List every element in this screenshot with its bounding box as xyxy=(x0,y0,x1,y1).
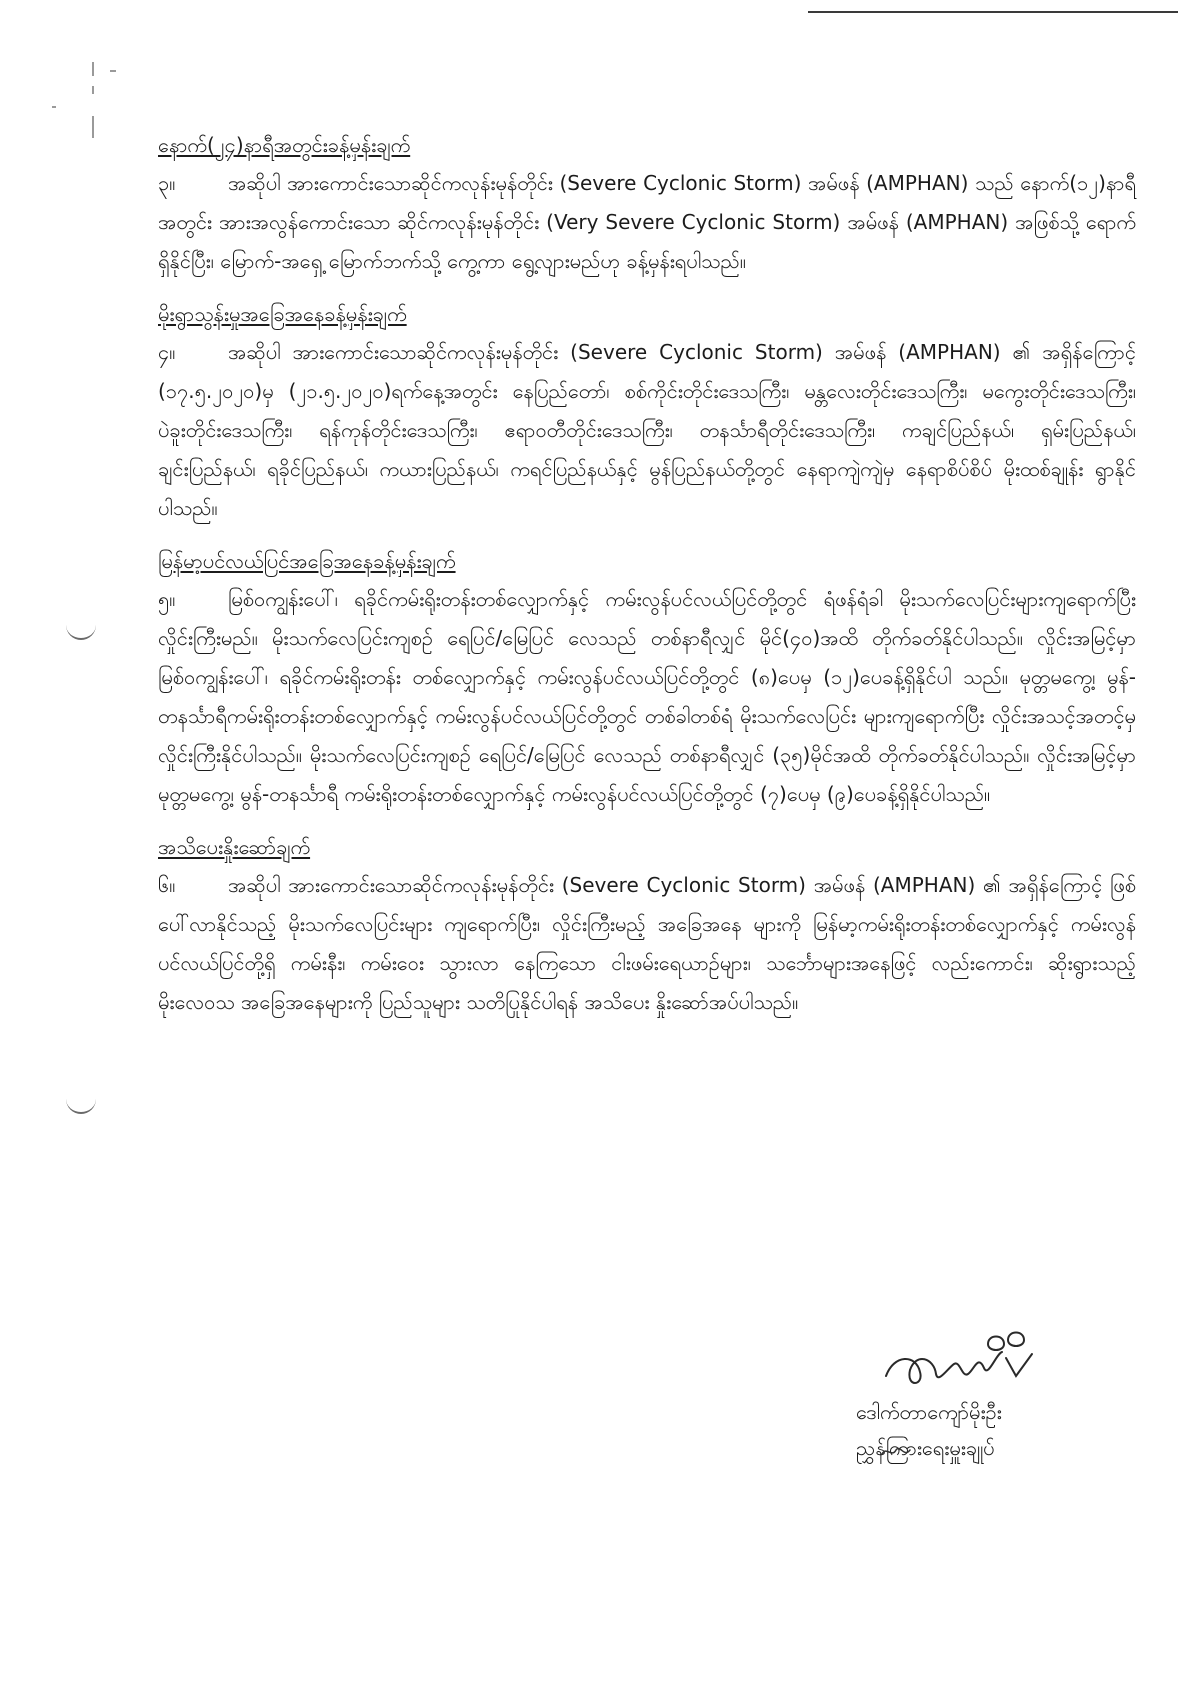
handwritten-signature xyxy=(876,1324,1046,1394)
margin-mark xyxy=(92,86,94,94)
paragraph xyxy=(158,333,1136,528)
paragraph-text: အဆိုပါ အားကောင်းသောဆိုင်ကလုန်းမုန်တိုင်း (Severe Cyclonic Storm) အမ်ဖန် (AMPHAN) ၏ အရှိန်ကြောင့် ဖြစ်ပေါ်လာနိုင်သည့် မိုးသက်လေပြင်းများ ကျရောက်ပြီး၊ လှိုင်းကြီးမည့် အခြေအနေ များကို မြန်မာ့ကမ်းရိုးတန်းတစ်လျှောက်နှင့် ကမ်းလွန်ပင်လယ်ပြင်တို့ရှိ ကမ်းနီး၊ ကမ်းဝေး သွားလာ နေကြသော ငါးဖမ်းရေယာဉ်များ၊ သင်္ဘောများအနေဖြင့် လည်းကောင်း၊ ဆိုးရွားသည့် မိုးလေဝသ အခြေအနေများကို ပြည်သူများ သတိပြုနိုင်ပါရန် အသိပေး နှိုးဆော်အပ်ပါသည်။ xyxy=(158,873,1136,1014)
paragraph xyxy=(158,580,1136,814)
margin-mark xyxy=(110,70,116,72)
paragraph-number: ၄။ xyxy=(158,340,176,364)
margin-curve-mark xyxy=(66,1098,96,1114)
paragraph-text: အဆိုပါ အားကောင်းသောဆိုင်ကလုန်းမုန်တိုင်း (Severe Cyclonic Storm) အမ်ဖန် (AMPHAN) ၏ အရှိန်ကြောင့် (၁၇.၅.၂၀၂၀)မှ (၂၁.၅.၂၀၂၀)ရက်နေ့အတွင်း နေပြည်တော်၊ စစ်ကိုင်းတိုင်းဒေသကြီး၊ မန္တလေးတိုင်းဒေသကြီး၊ မကွေးတိုင်းဒေသကြီး၊ ပဲခူးတိုင်းဒေသကြီး၊ ရန်ကုန်တိုင်းဒေသကြီး၊ ဧရာဝတီတိုင်းဒေသကြီး၊ တနင်္သာရီတိုင်းဒေသကြီး၊ ကချင်ပြည်နယ်၊ ရှမ်းပြည်နယ်၊ ချင်းပြည်နယ်၊ ရခိုင်ပြည်နယ်၊ ကယားပြည်နယ်၊ ကရင်ပြည်နယ်နှင့် မွန်ပြည်နယ်တို့တွင် နေရာကျဲကျဲမှ နေရာစိပ်စိပ် မိုးထစ်ချုန်း ရွာနိုင်ပါသည်။ xyxy=(158,340,1136,520)
section-heading: နောက်(၂၄)နာရီအတွင်းခန့်မှန်းချက် xyxy=(158,133,411,157)
paragraph-number: ၃။ xyxy=(158,171,176,195)
paragraph xyxy=(158,164,1136,281)
section-heading: မြန်မာ့ပင်လယ်ပြင်အခြေအနေခန့်မှန်းချက် xyxy=(158,549,456,573)
section-heading: အသိပေးနှိုးဆော်ချက် xyxy=(158,835,311,859)
signer-name: ဒေါက်တာကျော်မိုးဦး xyxy=(856,1400,1002,1424)
margin-mark xyxy=(92,62,94,76)
paragraph-text: အဆိုပါ အားကောင်းသောဆိုင်ကလုန်းမုန်တိုင်း (Severe Cyclonic Storm) အမ်ဖန် (AMPHAN) သည် နောက်(၁၂)နာရီအတွင်း အားအလွန်ကောင်းသော ဆိုင်ကလုန်းမုန်တိုင်း (Very Severe Cyclonic Storm) အမ်ဖန် (AMPHAN) အဖြစ်သို့ ရောက်ရှိနိုင်ပြီး၊ မြောက်-အရှေ့ မြောက်ဘက်သို့ ကွေ့ကာ ရွေ့လျားမည်ဟု ခန့်မှန်းရပါသည်။ xyxy=(158,171,1136,273)
document-body xyxy=(158,130,1136,1040)
margin-curve-mark xyxy=(66,624,96,640)
paragraph-text: မြစ်ဝကျွန်းပေါ်၊ ရခိုင်ကမ်းရိုးတန်းတစ်လျှောက်နှင့် ကမ်းလွန်ပင်လယ်ပြင်တို့တွင် ရံဖန်ရံခါ မိုးသက်လေပြင်းများကျရောက်ပြီး လှိုင်းကြီးမည်။ မိုးသက်လေပြင်းကျစဉ် ရေပြင်/မြေပြင် လေသည် တစ်နာရီလျှင် မိုင်(၄၀)အထိ တိုက်ခတ်နိုင်ပါသည်။ လှိုင်းအမြင့်မှာ မြစ်ဝကျွန်းပေါ်၊ ရခိုင်ကမ်းရိုးတန်း တစ်လျှောက်နှင့် ကမ်းလွန်ပင်လယ်ပြင်တို့တွင် (၈)ပေမှ (၁၂)ပေခန့်ရှိနိုင်ပါ သည်။ မုတ္တမကွေ့၊ မွန်-တနင်္သာရီကမ်းရိုးတန်းတစ်လျှောက်နှင့် ကမ်းလွန်ပင်လယ်ပြင်တို့တွင် တစ်ခါတစ်ရံ မိုးသက်လေပြင်း များကျရောက်ပြီး လှိုင်းအသင့်အတင့်မှ လှိုင်းကြီးနိုင်ပါသည်။ မိုးသက်လေပြင်းကျစဉ် ရေပြင်/မြေပြင် လေသည် တစ်နာရီလျှင် (၃၅)မိုင်အထိ တိုက်ခတ်နိုင်ပါသည်။ လှိုင်းအမြင့်မှာ မုတ္တမကွေ့၊ မွန်-တနင်္သာရီ ကမ်းရိုးတန်းတစ်လျှောက်နှင့် ကမ်းလွန်ပင်လယ်ပြင်တို့တွင် (၇)ပေမှ (၉)ပေခန့်ရှိနိုင်ပါသည်။ xyxy=(158,587,1136,806)
paragraph xyxy=(158,866,1136,1022)
paragraph-number: ၅။ xyxy=(158,587,176,611)
handwritten-initial xyxy=(878,1444,918,1460)
signer-title: ညွှန်ကြားရေးမှူးချုပ် xyxy=(856,1436,995,1460)
margin-mark xyxy=(52,106,56,108)
paragraph-number: ၆။ xyxy=(158,873,176,897)
section-heading: မိုးရွာသွန်းမှုအခြေအနေခန့်မှန်းချက် xyxy=(158,302,407,326)
top-rule-line xyxy=(808,11,1178,13)
margin-mark xyxy=(92,116,94,138)
